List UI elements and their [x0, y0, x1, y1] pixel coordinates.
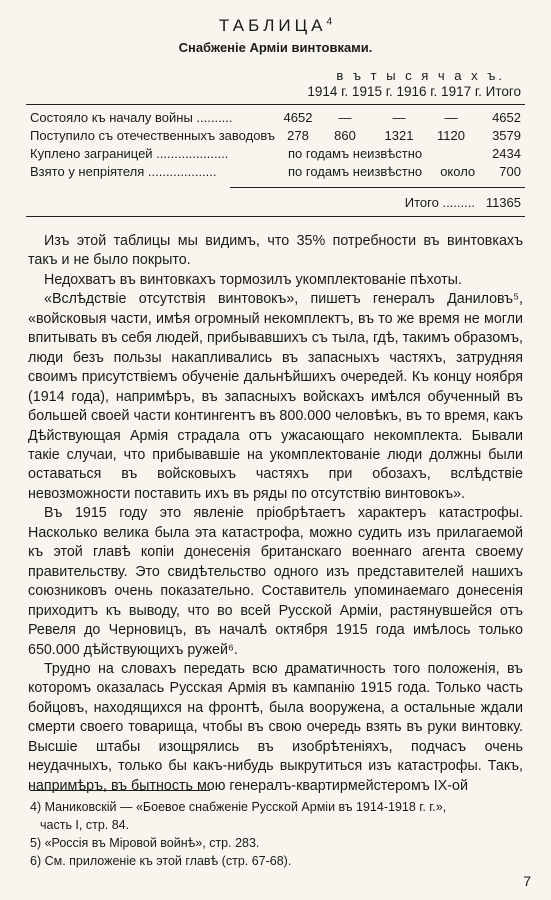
table-total-row — [405, 195, 521, 210]
table-subtitle: Снабженіе Арміи винтовками. — [178, 40, 373, 55]
footnote-rule — [30, 790, 210, 791]
paragraph: Въ 1915 году это явленіе пріобрѣтаетъ характеръ катастрофы. Насколько велика была эта катастрофа, можно судить изъ прилагаемой къ этой главѣ копіи донесенія британскаго военнаго агента своему правительству. Это свидѣтельство одного изъ представителей нашихъ союзниковъ очень показательно. Составитель упоминаемаго донесенія приходитъ къ выводу, что во всей Русской Арміи, растянувшейся отъ Ревеля до Черновицъ, въ началѣ октября 1915 года имѣлось только 650.000 дѣйствующихъ ружей⁶. — [28, 505, 523, 658]
paragraph: «Вслѣдствіе отсутствія винтовокъ», пишетъ генералъ Даниловъ⁵, «войсковыя части, имѣя огромный некомплектъ, въ то же время не могли впитывать въ себя людей, прибывавшихъ съ тыла, гдѣ, такимъ образомъ, люди безъ пользы накапливались въ запасныхъ частяхъ, затрудняя своимъ присутствіемъ обученіе дальнѣйшихъ очередей. Къ концу ноября (1914 года), напримѣръ, въ запасныхъ войскахъ имѣлся обученный въ большей своей части контингентъ въ 800.000 человѣкъ, въ то время, какъ Дѣйствующая Армія страдала отъ ужасающаго некомплекта. Бывали такіе случаи, что прибывавшіе на укомплектованіе люди должны были оставаться въ войсковыхъ частяхъ при обозахъ, вслѣдствіе невозможности поставить ихъ въ ряды по отсутствію винтовокъ». — [28, 291, 524, 502]
total-value: 11365 — [485, 195, 521, 210]
table-title — [0, 16, 551, 36]
table-units: в ъ т ы с я ч а х ъ. — [336, 68, 505, 83]
main-text — [28, 232, 523, 796]
table-row — [30, 128, 521, 146]
cell-1916: — — [392, 110, 406, 125]
cell-1914: 278 — [287, 128, 309, 143]
cell-note: по годамъ неизвѣстно — [288, 146, 423, 161]
page-number: 7 — [523, 873, 531, 889]
table-rule-sum — [230, 187, 525, 188]
table-rule-top — [26, 104, 525, 105]
footnote: 4) Маниковскій — «Боевое снабженіе Русской Арміи въ 1914-1918 г. г.», — [30, 800, 447, 814]
cell-1917: 1120 — [437, 128, 465, 143]
cell-note: по годамъ неизвѣстно около — [288, 164, 476, 179]
table-rule-bottom — [26, 216, 525, 217]
row-label: Состояло къ началу войны .......... — [30, 110, 233, 125]
cell-total: 2434 — [492, 146, 521, 161]
cell-total: 4652 — [492, 110, 521, 125]
table-row — [30, 146, 521, 164]
row-label: Поступило съ отечественныхъ заводовъ — [30, 128, 276, 143]
cell-total: 3579 — [492, 128, 521, 143]
footnote: 6) См. приложеніе къ этой главѣ (стр. 67-68). — [30, 854, 292, 868]
cell-1916: 1321 — [384, 128, 414, 143]
row-label: Взято у непріятеля ................... — [30, 164, 217, 179]
paragraph: Недохватъ въ винтовкахъ тормозилъ укомплектованіе пѣхоты. — [44, 271, 462, 288]
cell-total: 700 — [499, 164, 521, 179]
cell-1917: — — [444, 110, 458, 125]
paragraph: Трудно на словахъ передать всю драматичность того положенія, въ которомъ оказалась Русская Армія въ кампанію 1915 года. Только часть бойцовъ, находящихся на фронтѣ, была вооружена, а остальные ждали смерти своего товарища, чтобы въ свою очередь взять въ руки винтовку. Высшіе штабы изощрялись въ изобрѣтеніяхъ, подчасъ очень неудачныхъ, только бы какъ-нибудь выкрутиться изъ катастрофы. Такъ, напримѣръ, въ бытность мою генералъ-квартирмейстеромъ IX-ой — [28, 660, 523, 794]
total-label: Итого ......... — [404, 195, 475, 210]
row-label: Куплено заграницей .................... — [30, 146, 229, 161]
table-years-header: 1914 г. 1915 г. 1916 г. 1917 г. Итого — [307, 84, 521, 99]
cell-1915: — — [338, 110, 352, 125]
paragraph: Изъ этой таблицы мы видимъ, что 35% потребности въ винтовкахъ такъ и не было покрыто. — [28, 233, 523, 269]
cell-1915: 860 — [334, 128, 356, 143]
footnote: часть I, стр. 84. — [40, 818, 130, 832]
table-row — [30, 110, 521, 128]
table-title-footnote-ref: 4 — [326, 16, 333, 28]
table-row — [30, 164, 521, 182]
table-title-text: ТАБЛИЦА — [218, 16, 327, 35]
cell-1914: 4652 — [283, 110, 313, 125]
footnote: 5) «Россія въ Міровой войнѣ», стр. 283. — [30, 836, 260, 850]
